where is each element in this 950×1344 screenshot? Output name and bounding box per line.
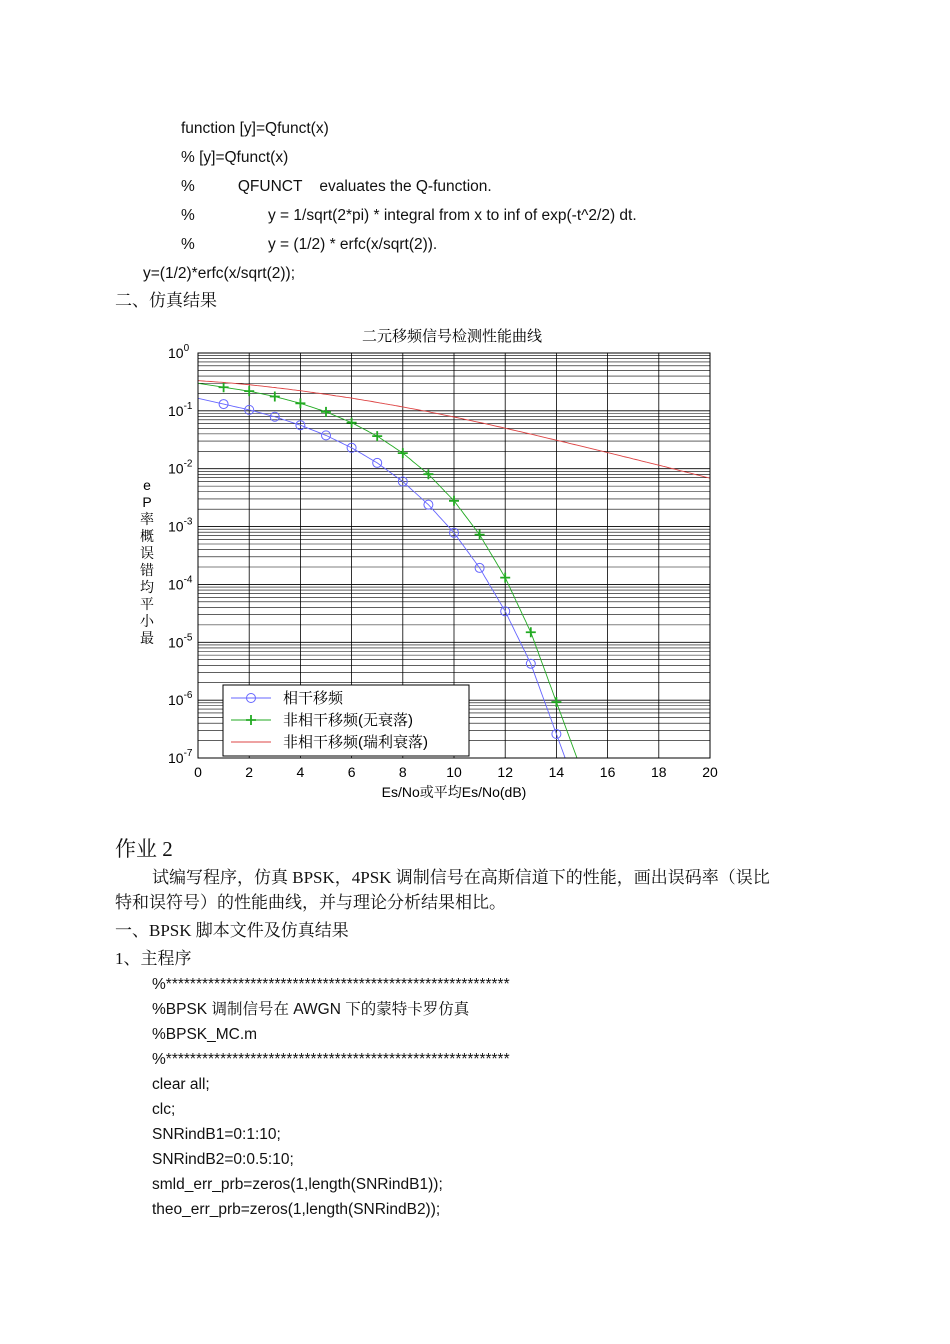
paragraph-line: 试编写程序，仿真 BPSK，4PSK 调制信号在高斯信道下的性能，画出误码率（误比: [152, 868, 770, 887]
code-line: % y = (1/2) * erfc(x/sqrt(2)).: [181, 236, 438, 253]
code-line: %BPSK 调制信号在 AWGN 下的蒙特卡罗仿真: [152, 1001, 470, 1018]
x-tick-label: 10: [446, 764, 462, 780]
section-heading: 作业 2: [115, 837, 173, 861]
data-point: [475, 530, 485, 540]
code-line: function [y]=Qfunct(x): [181, 120, 329, 137]
y-tick-exponent: -2: [183, 458, 193, 470]
y-tick-exponent: -3: [183, 516, 193, 528]
x-tick-label: 6: [347, 764, 356, 780]
data-point: [398, 448, 408, 458]
y-label-char: 小: [140, 613, 154, 629]
y-label-char: 误: [140, 545, 154, 561]
y-tick-exponent: -5: [183, 632, 193, 644]
y-tick-label: $10^{-3}$: [168, 516, 193, 535]
y-tick-label: $10^{-4}$: [168, 574, 193, 593]
code-line: % y = 1/sqrt(2*pi) * integral from x to inf of exp(-t^2/2) dt.: [181, 207, 637, 224]
legend-label: 非相干移频(无衰落): [283, 712, 413, 729]
data-point: [295, 398, 305, 408]
data-point: [244, 386, 254, 396]
code-line: %BPSK_MC.m: [152, 1026, 258, 1043]
x-tick-label: 4: [296, 764, 305, 780]
code-line: % [y]=Qfunct(x): [181, 149, 289, 166]
paragraph-line: 特和误符号）的性能曲线，并与理论分析结果相比。: [115, 893, 506, 912]
y-label-char: 错: [140, 562, 154, 578]
x-tick-label: 18: [651, 764, 667, 780]
y-tick-label: $10^{-6}$: [168, 690, 193, 709]
y-tick-label: $10^{-7}$: [168, 748, 193, 766]
section-heading: 一、BPSK 脚本文件及仿真结果: [115, 921, 349, 940]
y-label-char: 均: [140, 579, 154, 595]
x-tick-label: 8: [398, 764, 407, 780]
chart-title: 二元移频信号检测性能曲线: [361, 328, 543, 345]
y-tick-label: $10^0$: [168, 343, 190, 361]
section-heading: 1、主程序: [115, 949, 192, 968]
y-tick-exponent: -7: [183, 748, 193, 759]
y-label-char: 最: [140, 630, 154, 646]
section-heading: 二、仿真结果: [115, 291, 217, 310]
x-tick-label: 14: [548, 764, 565, 780]
x-axis-label: Es/No或平均Es/No(dB): [381, 784, 527, 800]
code-line: SNRindB1=0:1:10;: [152, 1126, 281, 1143]
y-tick-label: $10^{-1}$: [168, 400, 193, 419]
x-tick-label: 12: [497, 764, 513, 780]
data-point: [500, 573, 510, 583]
legend-label: 非相干移频(瑞利衰落): [283, 734, 428, 751]
y-label-char: 率: [140, 511, 154, 527]
y-tick-exponent: -6: [183, 690, 193, 702]
y-tick-exponent: -4: [183, 574, 193, 586]
code-line: theo_err_prb=zeros(1,length(SNRindB2));: [152, 1201, 441, 1218]
y-tick-exponent: 0: [183, 343, 190, 354]
performance-chart: [130, 318, 730, 808]
data-point: [372, 431, 382, 441]
y-axis-label: [140, 477, 155, 646]
y-tick-label: $10^{-5}$: [168, 632, 193, 651]
y-tick-labels: [168, 343, 193, 766]
data-point: [347, 418, 357, 428]
y-tick-exponent: -1: [183, 400, 193, 412]
code-line: clear all;: [152, 1076, 210, 1093]
x-tick-label: 16: [599, 764, 616, 780]
code-line: smld_err_prb=zeros(1,length(SNRindB1));: [152, 1176, 443, 1193]
x-tick-label: 2: [245, 764, 254, 780]
code-line: y=(1/2)*erfc(x/sqrt(2));: [143, 265, 296, 282]
code-line: clc;: [152, 1101, 176, 1118]
code-line: %*********************************************************: [152, 976, 510, 993]
chart-legend: [223, 685, 469, 756]
code-line: SNRindB2=0:0.5:10;: [152, 1151, 294, 1168]
legend-label: 相干移频: [283, 690, 344, 707]
code-line: %*********************************************************: [152, 1051, 510, 1068]
y-label-char: 平: [140, 596, 154, 612]
data-point: [219, 382, 229, 392]
x-tick-label: 0: [194, 764, 202, 780]
data-point: [321, 407, 331, 417]
x-tick-label: 20: [702, 764, 718, 780]
code-line: % QFUNCT evaluates the Q-function.: [181, 178, 492, 195]
data-point: [270, 392, 280, 402]
y-label-char: e: [143, 477, 151, 493]
y-label-char: 概: [140, 528, 154, 544]
y-label-char: P: [142, 494, 152, 510]
data-point: [526, 627, 536, 637]
y-tick-label: $10^{-2}$: [168, 458, 193, 477]
x-tick-labels: [194, 764, 718, 780]
